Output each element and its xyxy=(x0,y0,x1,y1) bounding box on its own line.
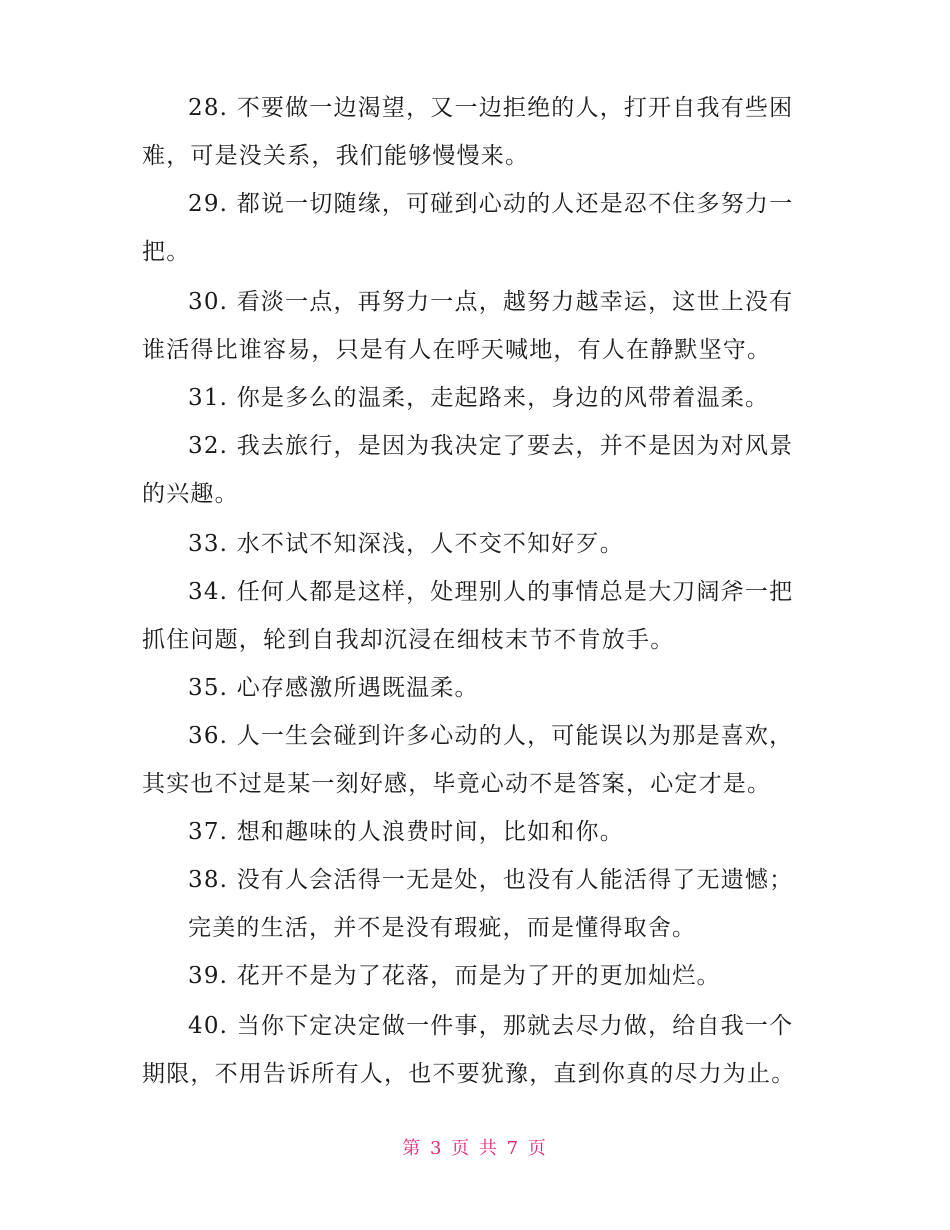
page-number-footer xyxy=(0,1134,950,1160)
paragraph-34-line-2: 抓住问题，轮到自我却沉浸在细枝末节不肯放手。 xyxy=(142,627,675,653)
paragraph-32-line-1: 32. 我去旅行，是因为我决定了要去，并不是因为对风景 xyxy=(188,433,794,459)
footer-total-pages: 7 xyxy=(506,1138,521,1159)
paragraph-30-line-1: 30. 看淡一点，再努力一点，越努力越幸运，这世上没有 xyxy=(188,289,794,315)
paragraph-37-line-1: 37. 想和趣味的人浪费时间，比如和你。 xyxy=(188,819,624,845)
paragraph-38-line-2: 完美的生活，并不是没有瑕疵，而是懂得取舍。 xyxy=(188,915,697,941)
paragraph-29-line-2: 把。 xyxy=(142,239,191,265)
paragraph-34-line-1: 34. 任何人都是这样，处理别人的事情总是大刀阔斧一把 xyxy=(188,579,794,605)
paragraph-36-line-1: 36. 人一生会碰到许多心动的人，可能误以为那是喜欢， xyxy=(188,723,794,749)
paragraph-28-line-2: 难，可是没关系，我们能够慢慢来。 xyxy=(142,143,530,169)
paragraph-30-line-2: 谁活得比谁容易，只是有人在呼天喊地，有人在静默坚守。 xyxy=(142,337,772,363)
paragraph-39-line-1: 39. 花开不是为了花落，而是为了开的更加灿烂。 xyxy=(188,963,721,989)
footer-page-prefix: 第 xyxy=(402,1138,423,1159)
paragraph-29-line-1: 29. 都说一切随缘，可碰到心动的人还是忍不住多努力一 xyxy=(188,191,794,217)
paragraph-38-line-1: 38. 没有人会活得一无是处，也没有人能活得了无遗憾； xyxy=(188,867,794,893)
footer-current-page: 3 xyxy=(429,1138,444,1159)
paragraph-40-line-1: 40. 当你下定决定做一件事，那就去尽力做，给自我一个 xyxy=(188,1013,794,1039)
footer-page-unit: 页 xyxy=(451,1138,472,1159)
paragraph-31-line-1: 31. 你是多么的温柔，走起路来，身边的风带着温柔。 xyxy=(188,385,770,411)
paragraph-36-line-2: 其实也不过是某一刻好感，毕竟心动不是答案，心定才是。 xyxy=(142,771,772,797)
paragraph-28-line-1: 28. 不要做一边渴望，又一边拒绝的人，打开自我有些困 xyxy=(188,95,794,121)
paragraph-40-line-2: 期限，不用告诉所有人，也不要犹豫，直到你真的尽力为止。 xyxy=(142,1061,796,1087)
paragraph-35-line-1: 35. 心存感激所遇既温柔。 xyxy=(188,675,479,701)
footer-total-unit: 页 xyxy=(527,1138,548,1159)
paragraph-32-line-2: 的兴趣。 xyxy=(142,481,239,507)
footer-total-prefix: 共 xyxy=(478,1138,499,1159)
paragraph-33-line-1: 33. 水不试不知深浅，人不交不知好歹。 xyxy=(188,531,624,557)
